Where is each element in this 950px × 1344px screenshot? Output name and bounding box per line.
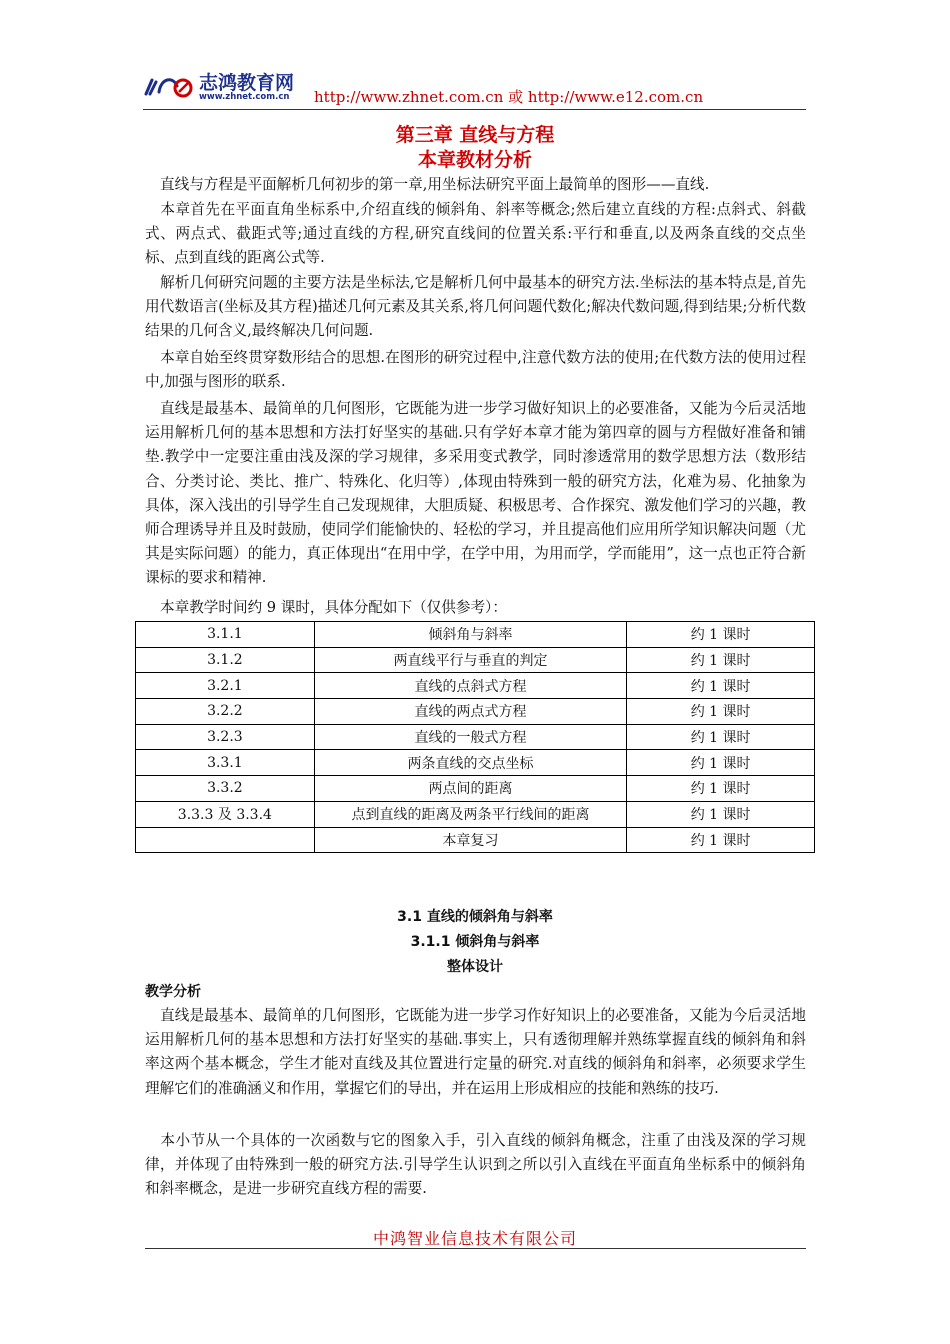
chapter-title: 第三章 直线与方程: [395, 124, 555, 146]
paragraph: 直线是最基本、最简单的几何图形，它既能为进一步学习作好知识上的必要准备，又能为今后灵活地运用解析几何的基本思想和方法打好坚实的基础.事实上，只有透彻理解并熟练掌握直线的倾斜角和斜率这两个基本概念，学生才能对直线及其位置进行定量的研究.对直线的倾斜角和斜率，必须要求学生理解它们的准确涵义和作用，掌握它们的导出，并在运用上形成相应的技能和熟练的技巧.: [145, 1007, 806, 1097]
header-divider: [143, 109, 806, 110]
section-number: 3.3.2: [136, 776, 315, 802]
section-hours: 约 1 课时: [627, 647, 815, 673]
section-number: 3.1.2: [136, 647, 315, 673]
paragraph: 直线是最基本、最简单的几何图形，它既能为进一步学习做好知识上的必要准备，又能为今后灵活地运用解析几何的基本思想和方法打好坚实的基础.只有学好本章才能为第四章的圆与方程做好准备和铺垫.教学中一定要注重由浅及深的学习规律，多采用变式教学，同时渗透常用的数学思想方法（数形结合、分类讨论、类比、推广、特殊化、化归等）,体现由特殊到一般的研究方法，化难为易、化抽象为具体，深入浅出的引导学生自己发现规律，大胆质疑、积极思考、合作探究、激发他们学习的兴趣，教师合理诱导并且及时鼓励，使同学们能愉快的、轻松的学习，并且提高他们应用所学知识解决问题（尤其是实际问题）的能力，真正体现出“在用中学，在学中用，为用而学，学而能用”，这一点也正符合新课标的要求和精神.: [145, 400, 806, 587]
section-number: 3.2.2: [136, 699, 315, 725]
section-hours: 约 1 课时: [627, 673, 815, 699]
footer-company: 中鸿智业信息技术有限公司: [372, 1229, 577, 1248]
section-number: 3.2.3: [136, 724, 315, 750]
section-topic: 两条直线的交点坐标: [314, 750, 627, 776]
page-header: [143, 66, 806, 110]
section-hours: 约 1 课时: [627, 699, 815, 725]
analysis-title: 本章教材分析: [417, 149, 532, 171]
paragraph: 解析几何研究问题的主要方法是坐标法,它是解析几何中最基本的研究方法.坐标法的基本特点是,首先用代数语言(坐标及其方程)描述几何元素及其关系,将几何问题代数化;解决代数问题,得到结果;分析代数结果的几何含义,最终解决几何问题.: [145, 274, 806, 340]
table-row: [136, 673, 815, 699]
section-number: 3.3.1: [136, 750, 315, 776]
table-row: [136, 699, 815, 725]
section-number: [136, 827, 315, 853]
table-row: [136, 622, 815, 648]
section-topic: 两直线平行与垂直的判定: [314, 647, 627, 673]
section-hours: 约 1 课时: [627, 750, 815, 776]
footer-divider: [145, 1248, 806, 1249]
section-hours: 约 1 课时: [627, 724, 815, 750]
site-logo[interactable]: [143, 68, 313, 108]
logo-url: www.zhnet.com.cn: [199, 92, 290, 102]
table-row: [136, 827, 815, 853]
table-row: [136, 776, 815, 802]
paragraph: 本小节从一个具体的一次函数与它的图象入手，引入直线的倾斜角概念，注重了由浅及深的学习规律，并体现了由特殊到一般的研究方法.引导学生认识到之所以引入直线在平面直角坐标系中的倾斜角和斜率概念，是进一步研究直线方程的需要.: [145, 1132, 806, 1198]
paragraph: 直线与方程是平面解析几何初步的第一章,用坐标法研究平面上最简单的图形——直线.: [160, 176, 710, 193]
section-topic: 两点间的距离: [314, 776, 627, 802]
section-title: 3.1 直线的倾斜角与斜率: [397, 909, 553, 925]
paragraph: 本章教学时间约 9 课时，具体分配如下（仅供参考）：: [160, 599, 507, 616]
teaching-analysis-heading: 教学分析: [145, 984, 201, 1000]
section-topic: 直线的两点式方程: [314, 699, 627, 725]
section-hours: 约 1 课时: [627, 827, 815, 853]
table-row: [136, 801, 815, 827]
schedule-table: [135, 621, 815, 853]
table-row: [136, 750, 815, 776]
table-row: [136, 724, 815, 750]
subsection-title: 3.1.1 倾斜角与斜率: [410, 934, 540, 950]
section-hours: 约 1 课时: [627, 622, 815, 648]
section-topic: 直线的点斜式方程: [314, 673, 627, 699]
section-topic: 点到直线的距离及两条平行线间的距离: [314, 801, 627, 827]
table-row: [136, 647, 815, 673]
paragraph: 本章自始至终贯穿数形结合的思想.在图形的研究过程中,注意代数方法的使用;在代数方法的使用过程中,加强与图形的联系.: [145, 349, 806, 391]
section-topic: 直线的一般式方程: [314, 724, 627, 750]
logo-text: 志鸿教育网: [199, 72, 295, 94]
section-topic: 倾斜角与斜率: [314, 622, 627, 648]
section-hours: 约 1 课时: [627, 801, 815, 827]
zhihong-logo-icon: [143, 72, 195, 100]
section-number: 3.2.1: [136, 673, 315, 699]
overall-design-heading: 整体设计: [447, 959, 503, 975]
section-number: 3.1.1: [136, 622, 315, 648]
paragraph: 本章首先在平面直角坐标系中,介绍直线的倾斜角、斜率等概念;然后建立直线的方程:点斜式、斜截式、两点式、截距式等;通过直线的方程,研究直线间的位置关系:平行和垂直,以及两条直线的交点坐标、点到直线的距离公式等.: [145, 201, 806, 267]
section-topic: 本章复习: [314, 827, 627, 853]
section-hours: 约 1 课时: [627, 776, 815, 802]
header-links[interactable]: http://www.zhnet.com.cn 或 http://www.e12.com.cn: [314, 88, 704, 106]
section-number: 3.3.3 及 3.3.4: [136, 801, 315, 827]
